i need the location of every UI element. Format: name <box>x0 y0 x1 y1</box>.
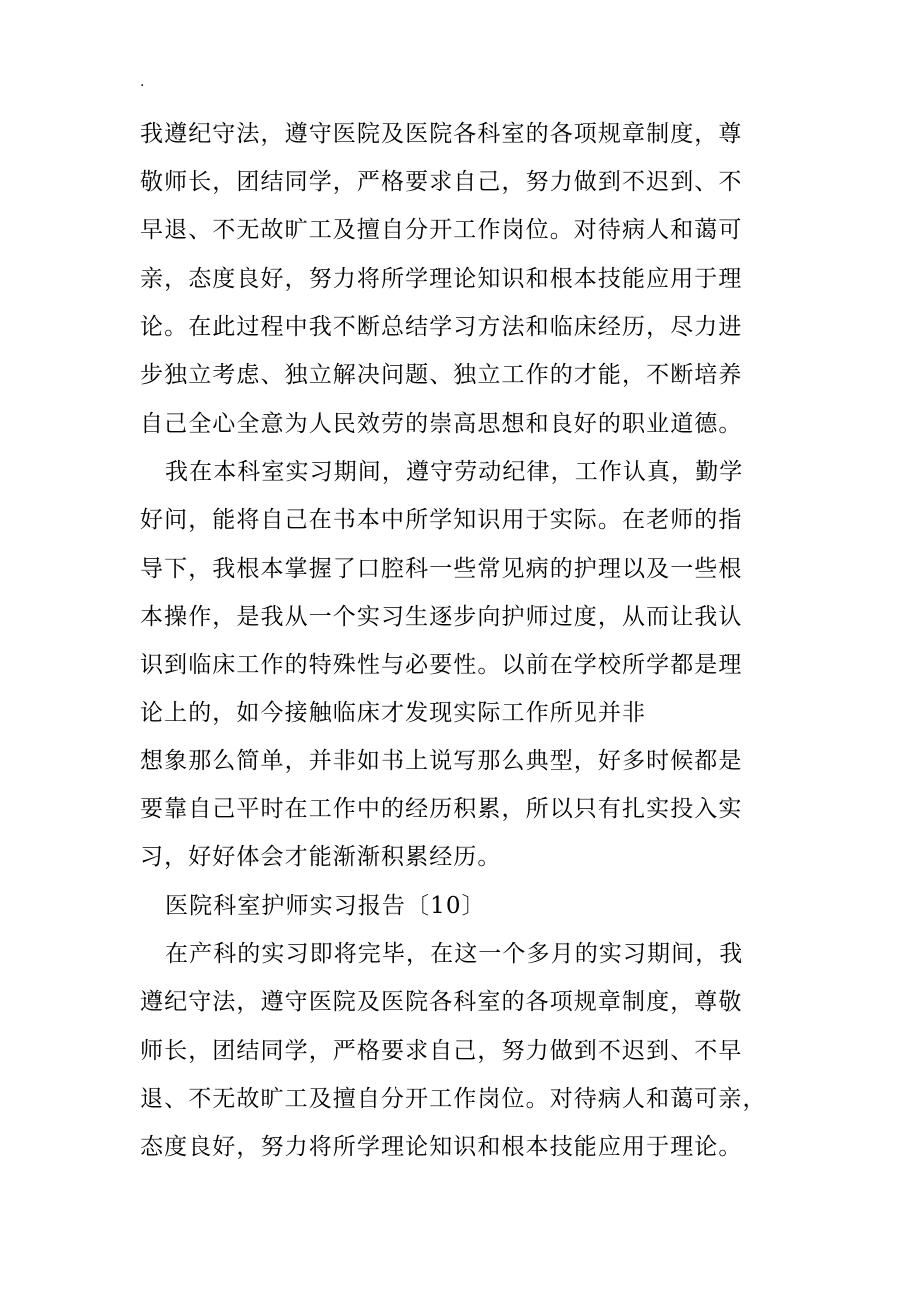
page-marker: . <box>140 74 145 90</box>
paragraph-start-line: 我在本科室实习期间，遵守劳动纪律，工作认真，勤学 <box>165 459 744 485</box>
text-line: 好问，能将自己在书本中所学知识用于实际。在老师的指 <box>140 507 743 533</box>
text-line: 习，好好体会才能渐渐积累经历。 <box>140 844 502 870</box>
text-line: 师长，团结同学，严格要求自己，努力做到不迟到、不早 <box>140 1038 743 1064</box>
text-line: 退、不无故旷工及擅自分开工作岗位。对待病人和蔼可亲， <box>140 1086 767 1112</box>
text-line: 论。在此过程中我不断总结学习方法和临床经历，尽力进 <box>140 314 743 340</box>
text-line: 态度良好，努力将所学理论知识和根本技能应用于理论。 <box>140 1134 743 1160</box>
text-line: 亲，态度良好，努力将所学理论知识和根本技能应用于理 <box>140 266 743 292</box>
text-line: 敬师长，团结同学，严格要求自己，努力做到不迟到、不 <box>140 169 743 195</box>
text-line: 导下，我根本掌握了口腔科一些常见病的护理以及一些根 <box>140 556 743 582</box>
text-line: 早退、不无故旷工及擅自分开工作岗位。对待病人和蔼可 <box>140 217 743 243</box>
text-line: 我遵纪守法，遵守医院及医院各科室的各项规章制度，尊 <box>140 121 743 147</box>
text-line: 遵纪守法，遵守医院及医院各科室的各项规章制度，尊敬 <box>140 989 743 1015</box>
text-line: 步独立考虑、独立解决问题、独立工作的才能，不断培养 <box>140 362 743 388</box>
text-line: 自己全心全意为人民效劳的崇高思想和良好的职业道德。 <box>140 411 743 437</box>
text-line: 要靠自己平时在工作中的经历积累，所以只有扎实投入实 <box>140 796 743 822</box>
text-line: 本操作，是我从一个实习生逐步向护师过度，从而让我认 <box>140 604 743 630</box>
text-line: 论上的，如今接触临床才发现实际工作所见并非 <box>140 700 647 726</box>
paragraph-start-line: 在产科的实习即将完毕，在这一个多月的实习期间，我 <box>165 941 744 967</box>
text-line: 识到临床工作的特殊性与必要性。以前在学校所学都是理 <box>140 652 743 678</box>
text-line: 想象那么简单，并非如书上说写那么典型，好多时候都是 <box>140 748 743 774</box>
section-heading: 医院科室护师实习报告〔10〕 <box>165 893 486 919</box>
